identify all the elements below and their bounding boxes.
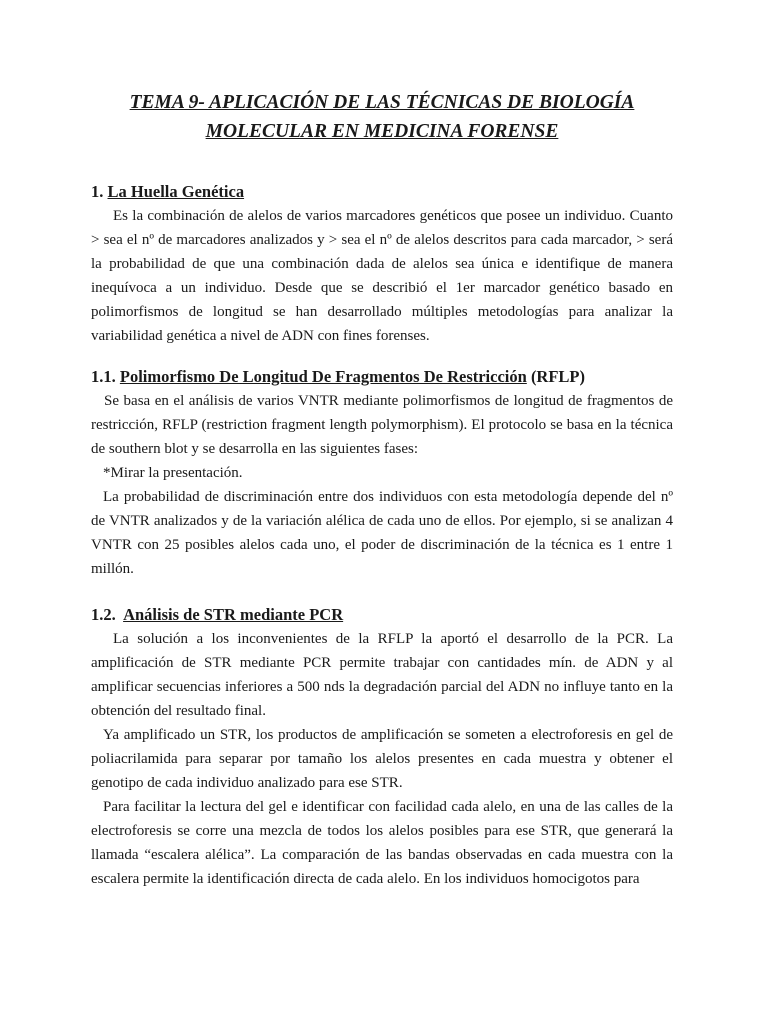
title-line-1: TEMA 9- APLICACIÓN DE LAS TÉCNICAS DE BIOLOGÍA <box>129 92 635 113</box>
section-1-heading <box>91 180 673 204</box>
section-1-2-title: Análisis de STR mediante PCR <box>123 605 344 624</box>
document-title <box>91 88 673 146</box>
section-1-1-suffix: (RFLP) <box>526 367 586 386</box>
section-1-2-heading <box>91 603 673 627</box>
section-1-1-title: Polimorfismo De Longitud De Fragmentos De Restricción <box>119 367 527 386</box>
section-1-1-heading <box>91 365 673 389</box>
section-1-paragraph: Es la combinación de alelos de varios marcadores genéticos que posee un individuo. Cuanto > sea el nº de marcadores analizados y > sea el nº de alelos descritos para cada marcador, > será la probabilidad de que una combinación dada de alelos sea única e identifique de manera inequívoca a un individuo. Desde que se describió el 1er marcador genético basado en polimorfismos de longitud se han desarrollado múltiples metodologías para analizar la variabilidad genética a nivel de ADN con fines forenses. <box>91 208 673 344</box>
section-1-1-paragraph-1: Se basa en el análisis de varios VNTR mediante polimorfismos de longitud de fragmentos de restricción, RFLP (restriction fragment length polymorphism). El protocolo se basa en la técnica de southern blot y se desarrolla en las siguientes fases: <box>91 393 673 457</box>
section-1-1-paragraph-3: La probabilidad de discriminación entre dos individuos con esta metodología depende del nº de VNTR analizados y de la variación alélica de cada uno de ellos. Por ejemplo, si se analizan 4 VNTR con 25 posibles alelos cada uno, el poder de discriminación de la técnica es 1 entre 1 millón. <box>91 489 673 577</box>
section-1-number: 1. <box>91 182 108 201</box>
section-1-1-number: 1.1. <box>91 367 120 386</box>
section-1-1-paragraph-2: *Mirar la presentación. <box>103 465 243 481</box>
title-line-2: MOLECULAR EN MEDICINA FORENSE <box>205 121 559 142</box>
section-1-2-number: 1.2. <box>91 605 124 624</box>
document-page <box>91 88 673 891</box>
section-1-2-paragraph-2: Ya amplificado un STR, los productos de amplificación se someten a electroforesis en gel de poliacrilamida para separar por tamaño los alelos presentes en cada muestra y obtener el genotipo de cada individuo analizado para ese STR. <box>91 727 673 791</box>
section-1-2-paragraph-3: Para facilitar la lectura del gel e identificar con facilidad cada alelo, en una de las calles de la electroforesis se corre una mezcla de todos los alelos posibles para ese STR, que generará la llamada “escalera alélica”. La comparación de las bandas observadas en cada muestra con la escalera permite la identificación directa de cada alelo. En los individuos homocigotos para <box>91 799 673 887</box>
section-1-title: La Huella Genética <box>107 182 245 201</box>
section-1-2-paragraph-1: La solución a los inconvenientes de la RFLP la aportó el desarrollo de la PCR. La amplificación de STR mediante PCR permite trabajar con cantidades mín. de ADN y al amplificar secuencias inferiores a 500 nds la degradación parcial del ADN no influye tanto en la obtención del resultado final. <box>91 631 673 719</box>
